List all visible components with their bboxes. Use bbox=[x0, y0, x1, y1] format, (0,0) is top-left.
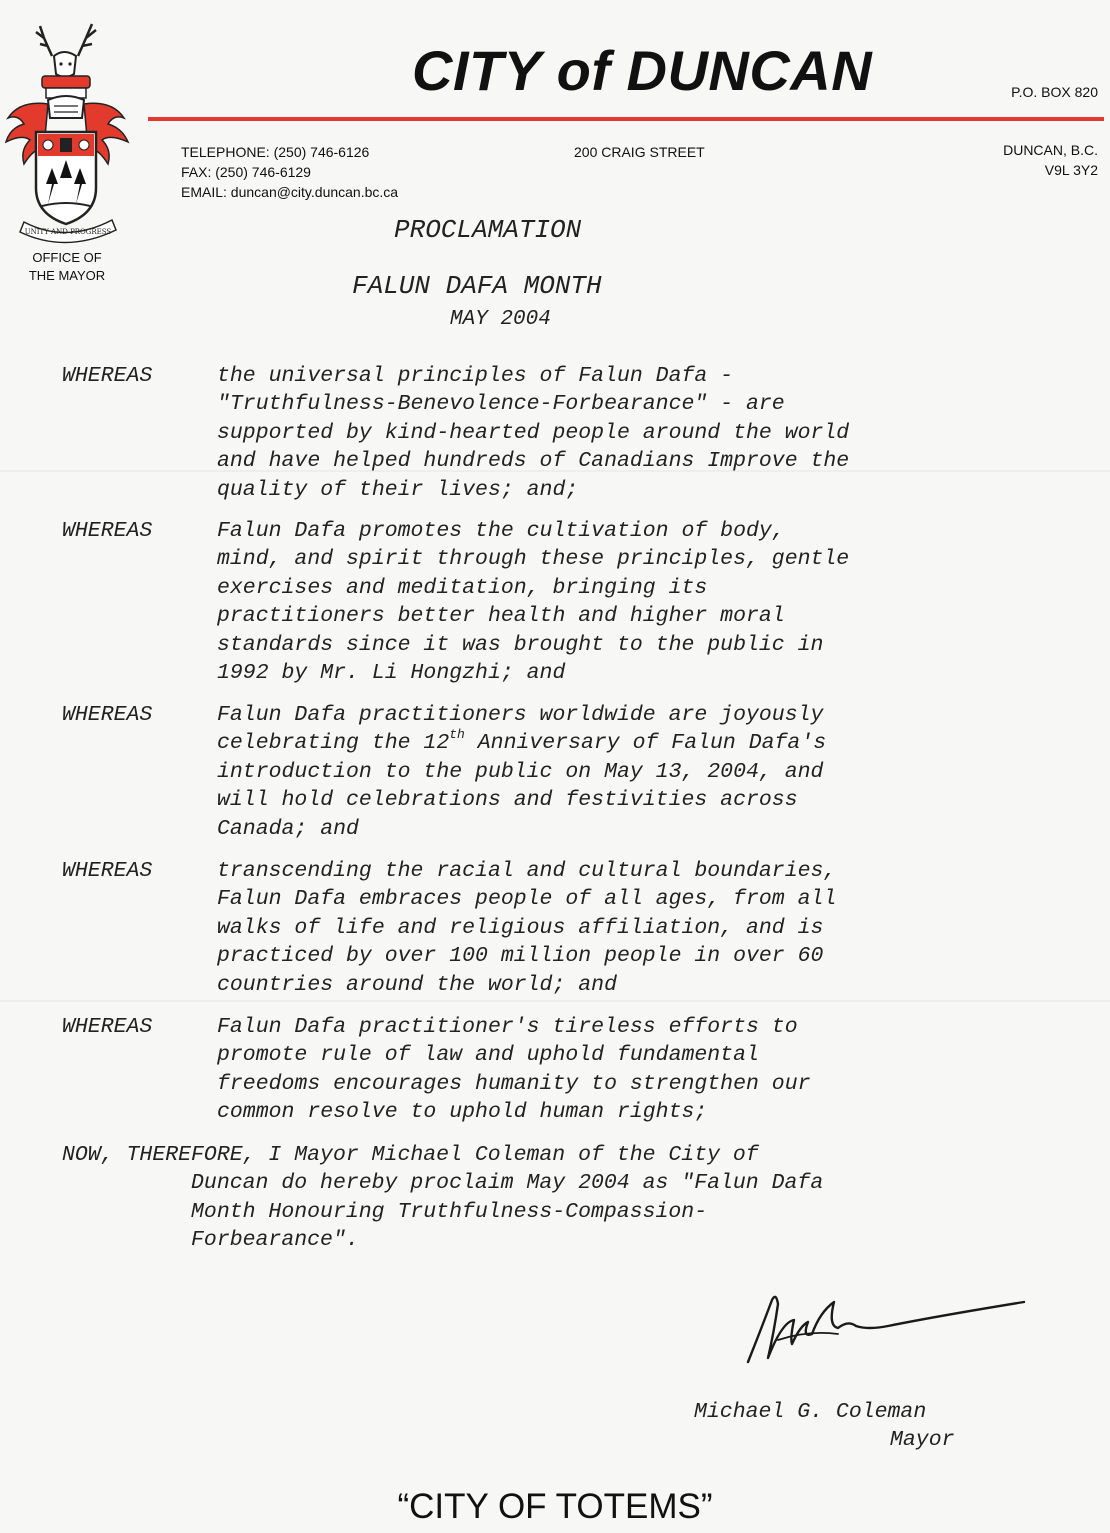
clause-line: mind, and spirit through these principles, gentle bbox=[217, 547, 850, 572]
clause-line: will hold celebrations and festivities across bbox=[217, 788, 798, 813]
clause-line: standards since it was brought to the public in bbox=[217, 632, 824, 657]
clause-line: and have helped hundreds of Canadians Improve the bbox=[217, 449, 850, 474]
clause-body bbox=[217, 362, 849, 504]
fax: FAX: (250) 746-6129 bbox=[181, 164, 311, 180]
clause-line: common resolve to uphold human rights; bbox=[217, 1100, 708, 1125]
clause-line: transcending the racial and cultural boundaries, bbox=[217, 859, 837, 883]
crest-motto-text: UNITY AND PROGRESS bbox=[24, 228, 112, 236]
postal-code: V9L 3Y2 bbox=[1044, 162, 1098, 178]
clause-line: 1992 by Mr. Li Hongzhi; and bbox=[217, 661, 566, 686]
clause-line: promote rule of law and uphold fundamental bbox=[217, 1043, 759, 1068]
clause-label: WHEREAS bbox=[62, 519, 153, 543]
clause-body bbox=[217, 701, 826, 843]
ordinal-suffix: th bbox=[449, 727, 465, 743]
therefore-line: Forbearance". bbox=[62, 1228, 359, 1253]
letterhead-rule bbox=[148, 117, 1104, 121]
clause-line: Falun Dafa practitioner's tireless efforts to bbox=[217, 1015, 798, 1039]
po-box: P.O. BOX 820 bbox=[1011, 84, 1098, 100]
signer-title: Mayor bbox=[890, 1428, 955, 1452]
clause-text: celebrating the 12 bbox=[217, 731, 450, 756]
clause-line: "Truthfulness-Benevolence-Forbearance" - are bbox=[217, 392, 785, 417]
clause-text: Anniversary of Falun Dafa's bbox=[464, 731, 827, 756]
paper-fold-line bbox=[0, 1000, 1110, 1002]
therefore-line: NOW, THEREFORE, I Mayor Michael Coleman of the City of bbox=[62, 1143, 759, 1167]
therefore-line: Month Honouring Truthfulness-Compassion- bbox=[62, 1199, 708, 1224]
city-motto: “CITY OF TOTEMS” bbox=[397, 1487, 713, 1526]
clause-line: exercises and meditation, bringing its bbox=[217, 575, 708, 600]
office-line-1: OFFICE OF bbox=[32, 250, 102, 265]
clause-line: practiced by over 100 million people in over 60 bbox=[217, 944, 824, 969]
clause-label: WHEREAS bbox=[62, 703, 153, 727]
clause-label: WHEREAS bbox=[62, 1015, 153, 1039]
proclamation-title: FALUN DAFA MONTH bbox=[352, 271, 602, 301]
city-name-heading: CITY of DUNCAN bbox=[412, 39, 873, 102]
clause-line: Falun Dafa promotes the cultivation of body, bbox=[217, 519, 785, 543]
clause-line: introduction to the public on May 13, 2004, and bbox=[217, 759, 824, 784]
coat-of-arms-icon bbox=[0, 8, 148, 248]
clause-line: supported by kind-hearted people around the world bbox=[217, 420, 850, 445]
street-address: 200 CRAIG STREET bbox=[574, 144, 705, 160]
email: EMAIL: duncan@city.duncan.bc.ca bbox=[181, 184, 399, 200]
clause-label: WHEREAS bbox=[62, 364, 153, 388]
clause-body bbox=[217, 1013, 811, 1127]
signature-icon bbox=[738, 1282, 1028, 1372]
clause-body bbox=[217, 857, 836, 999]
signer-name: Michael G. Coleman bbox=[694, 1400, 927, 1424]
therefore-clause bbox=[62, 1141, 823, 1255]
clause-line: Falun Dafa embraces people of all ages, from all bbox=[217, 887, 837, 912]
city-postal bbox=[1003, 140, 1098, 180]
clause-line: practitioners better health and higher moral bbox=[217, 604, 785, 629]
clause-line: Falun Dafa practitioners worldwide are joyously bbox=[217, 703, 824, 727]
proclamation-date: MAY 2004 bbox=[450, 308, 551, 331]
proclamation-heading: PROCLAMATION bbox=[394, 215, 582, 245]
office-of-the-mayor bbox=[8, 249, 126, 285]
clause-line: countries around the world; and bbox=[217, 972, 617, 997]
clause-body bbox=[217, 517, 849, 687]
therefore-line: Duncan do hereby proclaim May 2004 as "Falun Dafa bbox=[62, 1171, 824, 1196]
clause-line: walks of life and religious affiliation, and is bbox=[217, 915, 824, 940]
city-province: DUNCAN, B.C. bbox=[1003, 142, 1098, 158]
clause-line: Canada; and bbox=[217, 816, 359, 841]
clause-line: the universal principles of Falun Dafa - bbox=[217, 364, 734, 388]
clause-line: quality of their lives; and; bbox=[217, 477, 579, 502]
telephone: TELEPHONE: (250) 746-6126 bbox=[181, 144, 370, 160]
clause-line: freedoms encourages humanity to strengthen our bbox=[217, 1071, 811, 1096]
clause-label: WHEREAS bbox=[62, 859, 153, 883]
clause-line-with-superscript bbox=[217, 729, 826, 757]
contact-block bbox=[181, 142, 398, 202]
office-line-2: THE MAYOR bbox=[28, 268, 106, 283]
